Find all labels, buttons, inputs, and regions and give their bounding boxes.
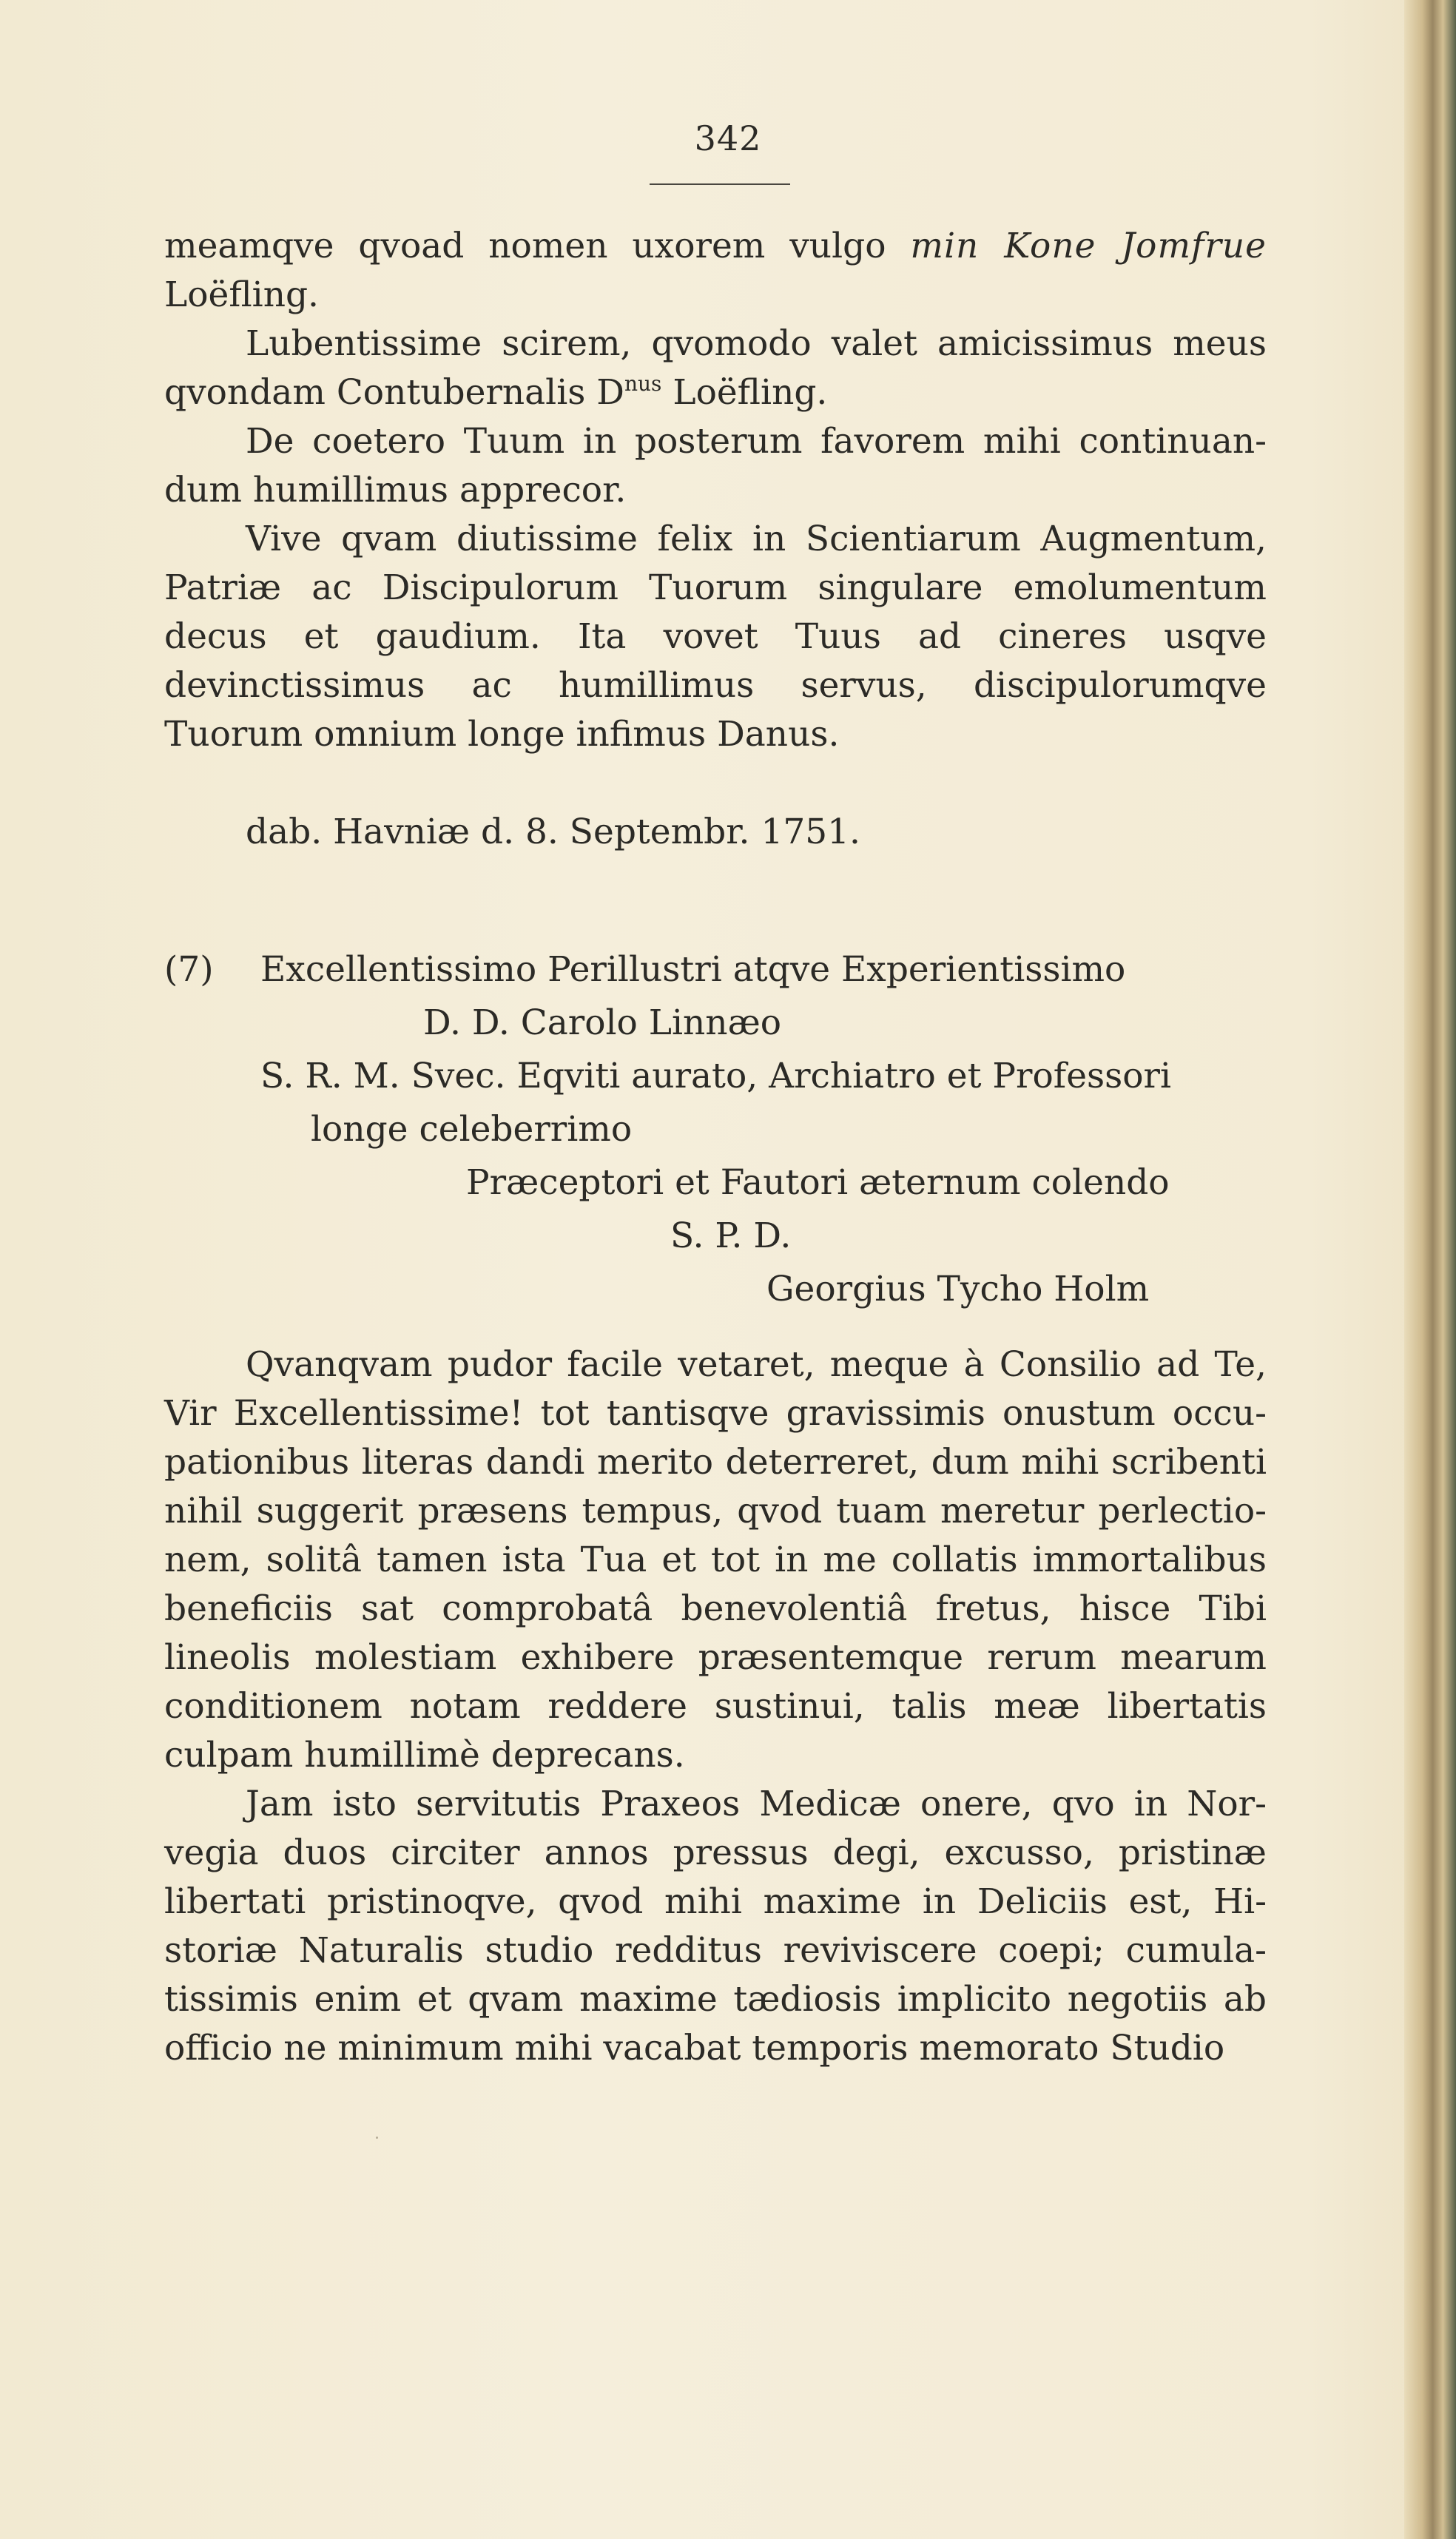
salutation-line3: S. R. M. Svec. Eqviti aurato, Archiatro et Professori — [260, 1056, 1172, 1096]
para2-end: Loëfling. — [661, 372, 828, 413]
salutation-line6: S. P. D. — [670, 1215, 792, 1256]
salutation-line5: Præceptori et Fautori æternum colendo — [466, 1162, 1170, 1203]
line1-text: meamqve qvoad nomen uxorem vulgo — [164, 226, 886, 266]
opening-line — [164, 222, 1267, 271]
paragraph-qvanqvam: Qvanqvam pudor facile vetaret, meque à Consilio ad Te, Vir Excellentissime! tot tantisqve gravissimis onustum occu-pationibus literas dandi merito deterreret, dum mihi scribenti nihil suggerit præsens tempus, qvod tuam meretur perlectio-nem, solitâ tamen ista Tua et tot in me collatis immortalibus beneficiis sat comprobatâ benevolentiâ fretus, hisce Tibi lineolis molestiam exhibere præsentemque rerum mearum conditionem notam reddere sustinui, talis meæ libertatis culpam humillimè deprecans. — [164, 1344, 1267, 1776]
fraktur-phrase: min Kone Jomfrue — [910, 226, 1267, 266]
paper-speck — [376, 2137, 378, 2139]
salutation-line1: Excellentissimo Perillustri atqve Experientissimo — [260, 949, 1126, 990]
paragraph-loefling — [164, 320, 1267, 417]
paragraph-vive: Vive qvam diutissime felix in Scientiarum Augmentum, Patriæ ac Discipulorum Tuorum singulare emolumentum decus et gaudium. Ita vovet Tuus ad cineres usqve devinctissimus ac humillimus servus, discipulorumqve Tuorum omnium longe infimus Danus. — [164, 519, 1267, 755]
page-edge-binding — [1404, 0, 1456, 2539]
letter-body — [164, 1341, 1267, 2073]
paragraph-favor: De coetero Tuum in posterum favorem mihi continuan-dum humillimus apprecor. — [164, 421, 1267, 510]
para2-text: Lubentissime scirem, qvomodo valet amicissimus meus qvondam Contubernalis D — [164, 323, 1267, 413]
page-number: 342 — [694, 118, 762, 158]
salutation-line2: D. D. Carolo Linnæo — [423, 1002, 782, 1043]
page-number-rule — [650, 183, 790, 185]
dateline: dab. Havniæ d. 8. Septembr. 1751. — [246, 812, 860, 852]
signature: Georgius Tycho Holm — [766, 1269, 1150, 1309]
paragraph-jam: Jam isto servitutis Praxeos Medicæ onere, qvo in Nor-vegia duos circiter annos pressus degi, excusso, pristinæ libertati pristinoqve, qvod mihi maxime in Deliciis est, Hi-storiæ Naturalis studio redditus reviviscere coepi; cumula-tissimis enim et qvam maxime tædiosis implicito negotiis ab officio ne minimum mihi vacabat temporis memorato Studio — [164, 1784, 1267, 2068]
line2: Loëfling. — [164, 274, 319, 315]
letter-number: (7) — [164, 949, 214, 990]
letter-closing-block — [164, 222, 1267, 759]
salutation-line4: longe celeberrimo — [311, 1109, 633, 1150]
para2-superscript: nus — [624, 371, 662, 396]
